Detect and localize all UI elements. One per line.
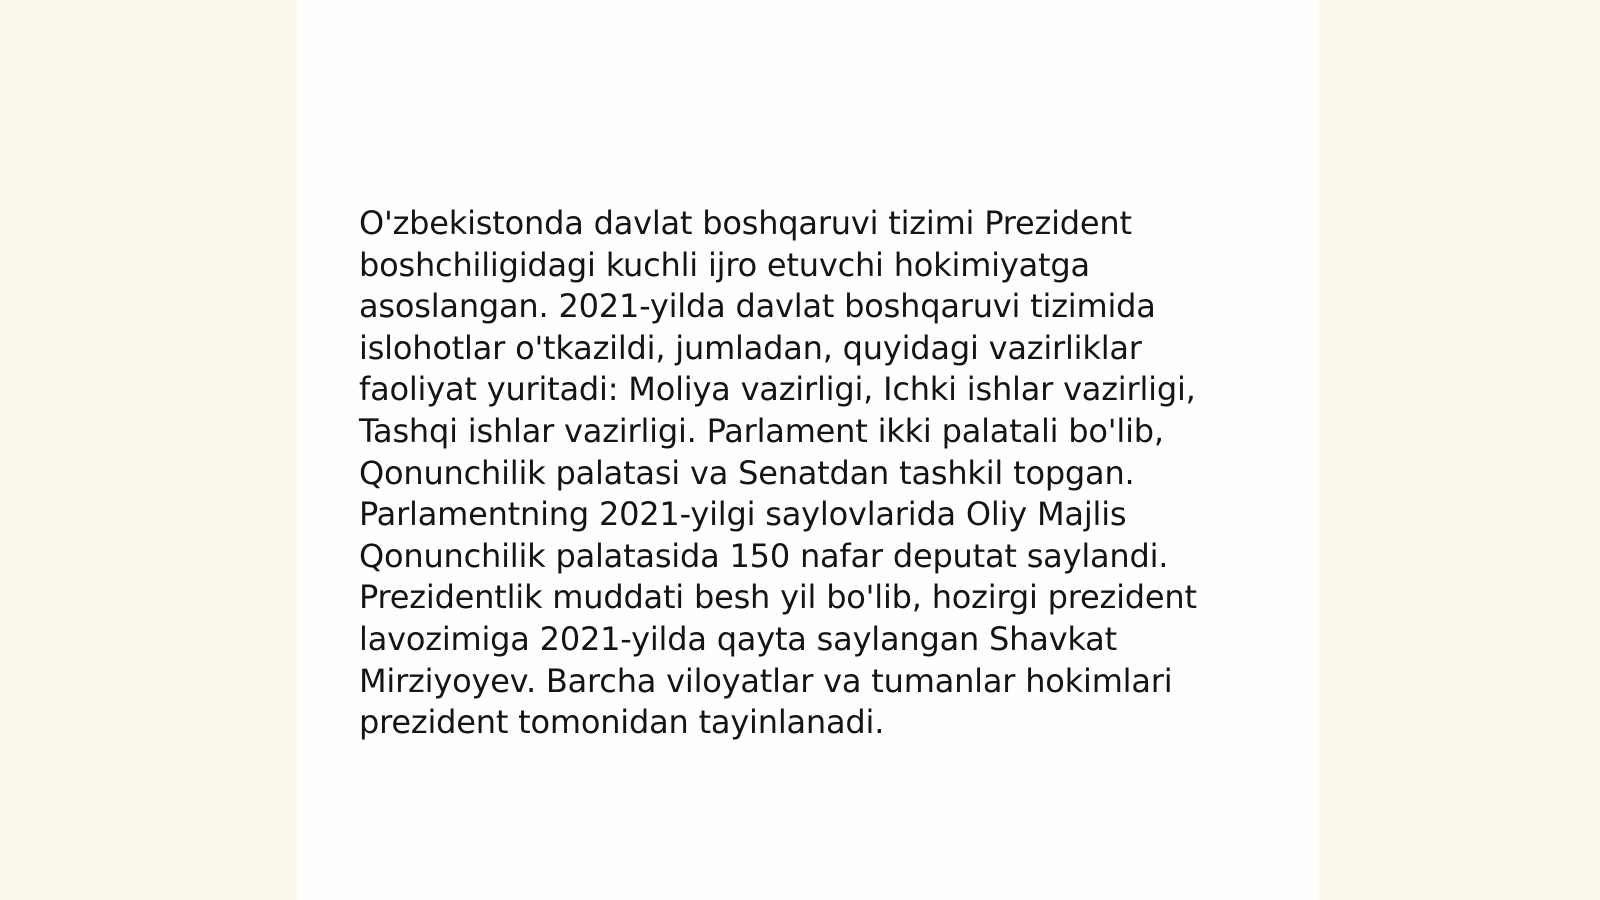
paragraph-line: asoslangan. 2021-yilda davlat boshqaruvi tizimida bbox=[359, 287, 1156, 326]
paragraph-line: Tashqi ishlar vazirligi. Parlament ikki palatali bo'lib, bbox=[359, 411, 1164, 450]
paragraph-line: lavozimiga 2021-yilda qayta saylangan Shavkat bbox=[359, 619, 1117, 658]
body-paragraph bbox=[359, 203, 1239, 744]
paragraph-line: prezident tomonidan tayinlanadi. bbox=[359, 703, 885, 742]
paragraph-line: O'zbekistonda davlat boshqaruvi tizimi Prezident bbox=[359, 204, 1132, 242]
paragraph-line: faoliyat yuritadi: Moliya vazirligi, Ichki ishlar vazirligi, bbox=[359, 370, 1196, 409]
document-page bbox=[297, 0, 1319, 900]
paragraph-line: Prezidentlik muddati besh yil bo'lib, hozirgi prezident bbox=[359, 578, 1197, 617]
paragraph-line: Parlamentning 2021-yilgi saylovlarida Oliy Majlis bbox=[359, 495, 1127, 534]
paragraph-line: islohotlar o'tkazildi, jumladan, quyidagi vazirliklar bbox=[359, 328, 1142, 367]
paragraph-line: Mirziyoyev. Barcha viloyatlar va tumanlar hokimlari bbox=[359, 661, 1173, 700]
paragraph-line: boshchiligidagi kuchli ijro etuvchi hokimiyatga bbox=[359, 245, 1090, 284]
paragraph-line: Qonunchilik palatasida 150 nafar deputat saylandi. bbox=[359, 536, 1169, 575]
paragraph-line: Qonunchilik palatasi va Senatdan tashkil topgan. bbox=[359, 453, 1135, 492]
